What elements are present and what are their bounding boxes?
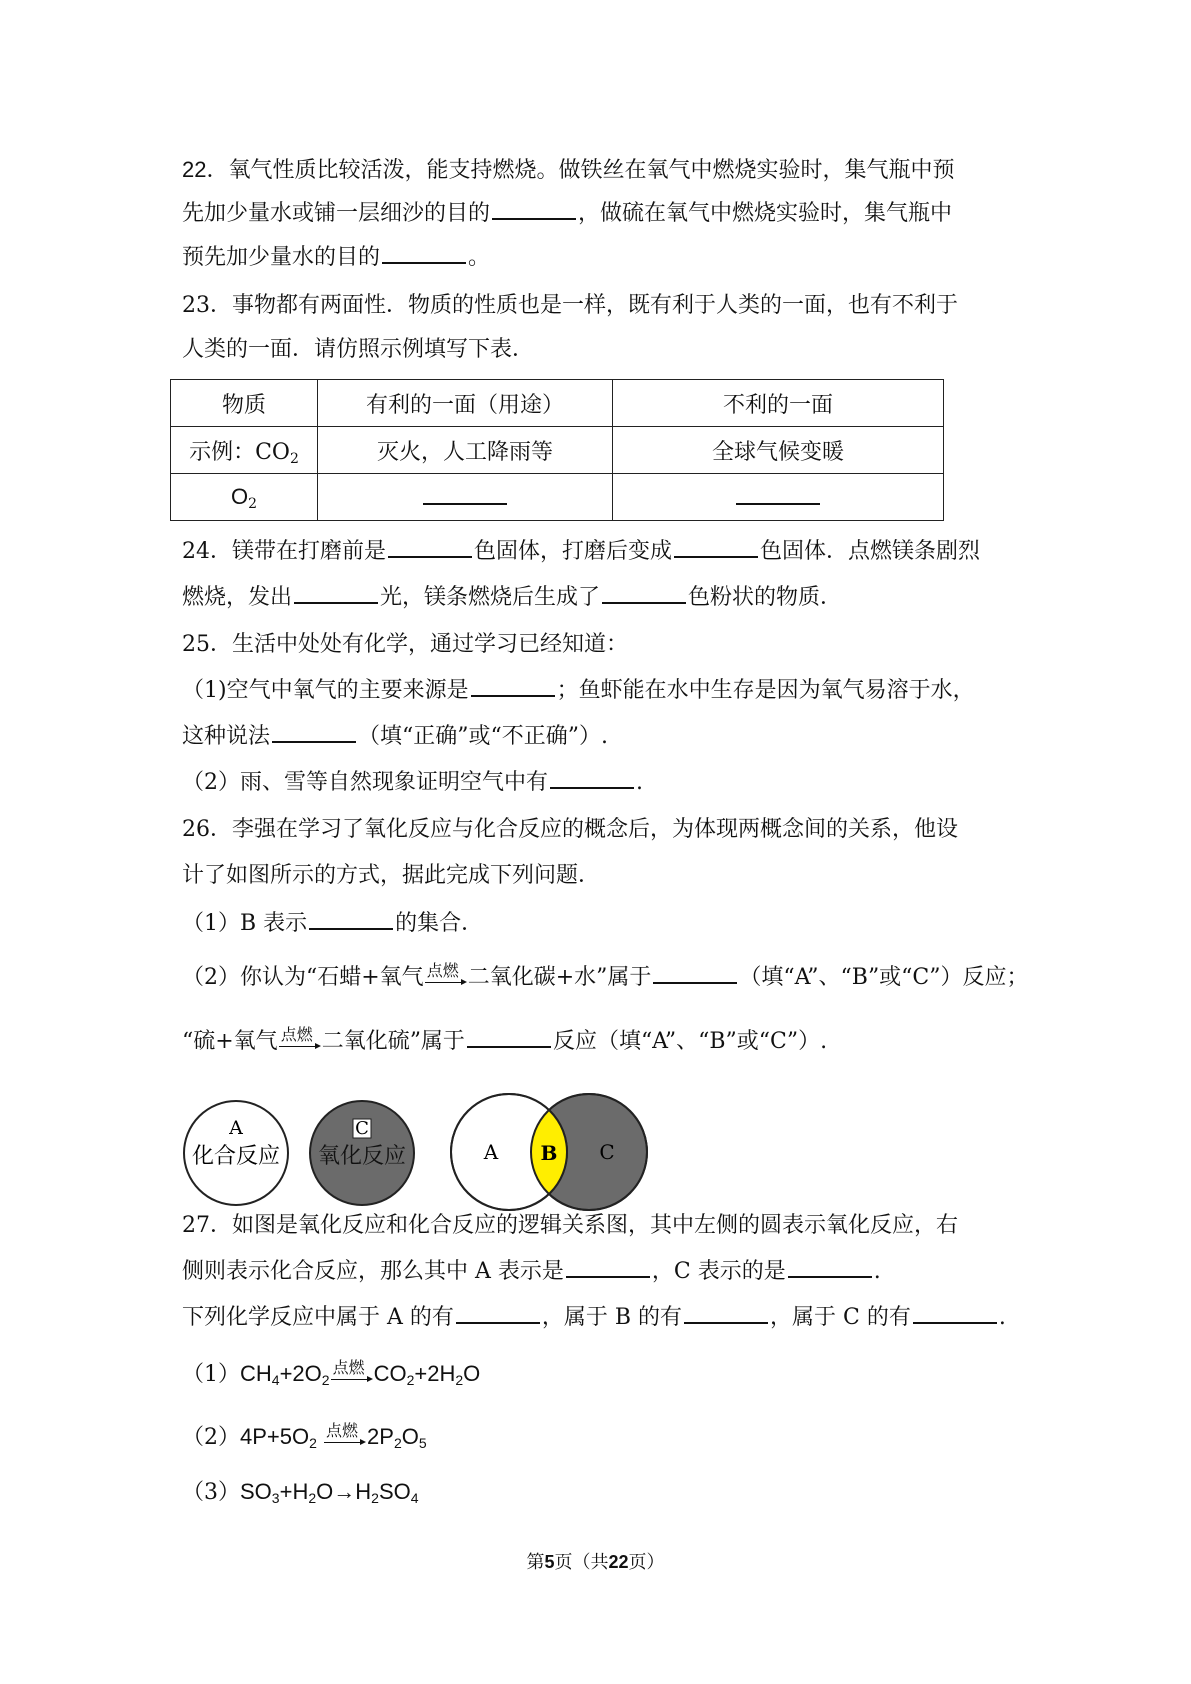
q25-text: （1)空气中氧气的主要来源是 [182, 678, 469, 703]
reaction-arrow-icon [425, 963, 467, 993]
answer-blank[interactable] [467, 1026, 551, 1048]
q27-text: ，C 表示的是 [651, 1259, 786, 1284]
q23-line-2 [182, 334, 534, 366]
q27-line-3 [182, 1302, 1006, 1334]
q26-text: “硫+氧气 [182, 1029, 278, 1054]
q24-line-2 [182, 582, 842, 614]
answer-blank[interactable] [423, 483, 507, 505]
q22-line-1 [182, 154, 954, 187]
circle-a-letter: A [229, 1117, 243, 1139]
q26-part-3 [182, 1026, 827, 1058]
q26-text: （填“A”、“B”或“C”）反应； [739, 965, 1029, 990]
answer-blank[interactable] [788, 1256, 872, 1278]
answer-blank[interactable] [550, 767, 634, 789]
q25-line-2 [182, 675, 975, 707]
page-number: 5 [544, 1552, 555, 1572]
q25-text: 这种说法 [182, 724, 271, 749]
reaction-arrow-icon [331, 1360, 373, 1390]
condition-label: 点燃 [426, 961, 459, 980]
table-cell-o2 [171, 474, 318, 521]
table-header-cell: 物质 [171, 380, 318, 427]
q24-text: 燃烧，发出 [182, 585, 293, 610]
q24-line-1 [182, 536, 980, 568]
q23-line-1 [182, 290, 958, 322]
answer-blank[interactable] [309, 908, 393, 930]
reaction-venn-diagram [180, 1080, 660, 1220]
q23-text-1: 23．事物都有两面性．物质的性质也是一样，既有利于人类的一面，也有不利于 [182, 293, 958, 318]
q22-text-1: 22．氧气性质比较活泼，能支持燃烧。做铁丝在氧气中燃烧实验时，集气瓶中预 [182, 157, 955, 182]
table-row [171, 474, 944, 521]
q26-text: 反应（填“A”、“B”或“C”）. [552, 1029, 828, 1054]
q26-part-1 [182, 908, 483, 940]
answer-blank[interactable] [653, 962, 737, 984]
q22-text-2b: ，做硫在氧气中燃烧实验时，集气瓶中 [578, 201, 953, 226]
q26-text: 计了如图所示的方式，据此完成下列问题． [182, 863, 601, 888]
q25-text: （填“正确”或“不正确”）. [358, 724, 608, 749]
answer-blank[interactable] [566, 1256, 650, 1278]
answer-blank[interactable] [294, 582, 378, 604]
q23-text-2: 人类的一面．请仿照示例填写下表． [182, 337, 535, 362]
q27-text: . [873, 1259, 881, 1284]
table-row [171, 427, 944, 474]
q27-text: 侧则表示化合反应，那么其中 A 表示是 [182, 1259, 564, 1284]
reaction-label: （3） [182, 1480, 240, 1505]
q26-text: （1）B 表示 [182, 911, 308, 936]
answer-blank[interactable] [382, 242, 466, 264]
answer-blank[interactable] [602, 582, 686, 604]
q22-line-3 [182, 242, 490, 274]
reaction-label: （2） [182, 1425, 240, 1450]
q26-text: 26．李强在学习了氧化反应与化合反应的概念后，为体现两概念间的关系，他设 [182, 817, 958, 842]
q26-text: 二氧化硫”属于 [321, 1029, 465, 1054]
table-header-row [171, 380, 944, 427]
table-cell-blank[interactable] [318, 474, 613, 521]
circle-a-label: 化合反应 [191, 1144, 281, 1169]
q24-text: 色固体，打磨后变成 [474, 539, 673, 564]
q22-text-3b: 。 [468, 245, 491, 270]
footer-text: 页） [628, 1552, 665, 1573]
page-footer [0, 1548, 1191, 1574]
answer-blank[interactable] [471, 675, 555, 697]
condition-label: 点燃 [280, 1025, 313, 1044]
table-cell-blank[interactable] [613, 474, 944, 521]
reaction-3: $(3)SO_3+H_2O\to H_2SO_4$ [182, 1479, 419, 1506]
answer-blank[interactable] [736, 483, 820, 505]
footer-text: 第 [526, 1552, 545, 1573]
q22-line-2 [182, 198, 952, 230]
table-header-cell: 有利的一面（用途） [318, 380, 613, 427]
q25-text: （2）雨、雪等自然现象证明空气中有 [182, 770, 548, 795]
q27-text: 27．如图是氧化反应和化合反应的逻辑关系图，其中左侧的圆表示氧化反应，右 [182, 1213, 958, 1238]
venn-label-a: A [483, 1140, 499, 1164]
example-label: 示例：CO [189, 439, 290, 465]
answer-blank[interactable] [913, 1302, 997, 1324]
subscript: 2 [289, 450, 299, 467]
footer-text: 页（共 [554, 1552, 609, 1573]
q27-text: 下列化学反应中属于 A 的有 [182, 1305, 454, 1330]
venn-label-c: C [599, 1140, 615, 1164]
circle-c-label: 氧化反应 [317, 1144, 407, 1169]
condition-label: 点燃 [326, 1421, 359, 1441]
venn-label-b: B [540, 1141, 558, 1165]
reaction-arrow-icon [324, 1423, 366, 1453]
reaction-1: $(1)CH_4+2O_2$ 点燃 $CO_2+2H_2O$ [182, 1358, 480, 1391]
q27-text: . [998, 1305, 1006, 1330]
q27-text: ，属于 C 的有 [770, 1305, 911, 1330]
table-cell: 全球气候变暖 [613, 427, 944, 474]
property-table [170, 379, 944, 521]
q25-line-4 [182, 767, 643, 799]
answer-blank[interactable] [456, 1302, 540, 1324]
reaction-label: （1） [182, 1362, 240, 1387]
q26-part-2 [182, 962, 1029, 994]
circle-c-letter: C [355, 1118, 369, 1139]
q26-text: 二氧化碳+水”属于 [467, 965, 652, 990]
table-cell: 灭火，人工降雨等 [318, 427, 613, 474]
q22-text-3a: 预先加少量水的目的 [182, 245, 381, 270]
q27-text: ，属于 B 的有 [541, 1305, 683, 1330]
q24-text: 光，镁条燃烧后生成了 [380, 585, 601, 610]
subscript: 2 [248, 496, 258, 512]
q25-line-3 [182, 721, 608, 753]
reaction-2: $(2)4P+5O_2$ 点燃 $2P_2O_5$ [182, 1421, 427, 1454]
condition-label: 点燃 [332, 1358, 365, 1378]
q22-text-2a: 先加少量水或铺一层细沙的目的 [182, 201, 491, 226]
q26-text: （2）你认为“石蜡+氧气 [182, 965, 424, 990]
q24-text: 24．镁带在打磨前是 [182, 539, 386, 564]
o2-label: O [230, 484, 249, 509]
q27-line-1 [182, 1210, 958, 1242]
answer-blank[interactable] [388, 536, 472, 558]
page-total: 22 [608, 1552, 629, 1572]
q26-line-1 [182, 814, 958, 846]
q25-text: 25．生活中处处有化学，通过学习已经知道： [182, 632, 628, 657]
answer-blank[interactable] [674, 536, 758, 558]
q24-text: 色固体．点燃镁条剧烈 [760, 539, 981, 564]
q26-text: 的集合． [395, 911, 484, 936]
answer-blank[interactable] [272, 721, 356, 743]
answer-blank[interactable] [684, 1302, 768, 1324]
q26-line-2 [182, 860, 600, 892]
answer-blank[interactable] [492, 198, 576, 220]
table-header-cell: 不利的一面 [613, 380, 944, 427]
q25-text: ；鱼虾能在水中生存是因为氧气易溶于水， [556, 678, 975, 703]
reaction-arrow-icon [279, 1027, 321, 1057]
table-cell-example [171, 427, 318, 474]
q27-line-2 [182, 1256, 881, 1288]
q24-text: 色粉状的物质． [688, 585, 843, 610]
q25-line-1 [182, 629, 628, 661]
q25-text: . [636, 770, 643, 795]
